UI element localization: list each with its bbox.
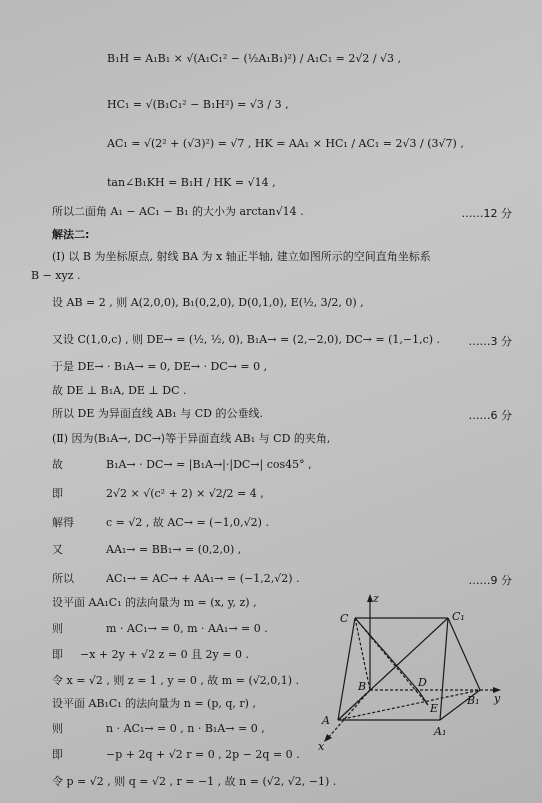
part1-conclusion: 所以 DE 为异面直线 AB₁ 与 CD 的公垂线.	[52, 407, 263, 420]
formula-ac1-hk: AC₁ = √(2² + (√3)²) = √7 , HK = AA₁ × HC₁ / AC₁ = 2√3 / (3√7) ,	[107, 137, 464, 150]
prism-figure	[300, 590, 515, 760]
part2-line8-key: 则	[52, 622, 63, 635]
part2-line6-key: 所以	[52, 572, 74, 585]
formula-b1h: B₁H = A₁B₁ × √(A₁C₁² − (½A₁B₁)²) / A₁C₁ = 2√2 / √3 ,	[107, 52, 402, 65]
part2-line9-key: 即	[52, 648, 63, 661]
edge-c1-b1	[448, 618, 480, 690]
formula-hc1: HC₁ = √(B₁C₁² − B₁H²) = √3 / 3 ,	[107, 98, 289, 111]
x-arrow-icon	[324, 734, 332, 742]
label-d: D	[418, 676, 427, 689]
part2-line12: n · AC₁→ = 0 , n · B₁A→ = 0 ,	[106, 722, 265, 735]
part2-line1: (Ⅱ) 因为⟨B₁A→, DC→⟩等于异面直线 AB₁ 与 CD 的夹角,	[52, 432, 331, 445]
part2-line14: 令 p = √2 , 则 q = √2 , r = −1 , 故 n = (√2, √2, −1) .	[52, 775, 337, 788]
part1-intro-line2: B − xyz .	[31, 269, 81, 282]
formula-tan: tan∠B₁KH = B₁H / HK = √14 ,	[107, 176, 276, 189]
part2-line8: m · AC₁→ = 0, m · AA₁→ = 0 .	[106, 622, 268, 635]
part2-line2-key: 故	[52, 458, 63, 471]
part1-dot: 于是 DE→ · B₁A→ = 0, DE→ · DC→ = 0 ,	[52, 360, 268, 373]
part1-set-ab: 设 AB = 2 , 则 A(2,0,0), B₁(0,2,0), D(0,1,0), E(½, 3/2, 0) ,	[52, 296, 364, 309]
score-6: ……6 分	[468, 409, 512, 422]
label-b: B	[358, 680, 367, 693]
part2-line11: 设平面 AB₁C₁ 的法向量为 n = (p, q, r) ,	[52, 697, 256, 710]
part2-line10: 令 x = √2 , 则 z = 1 , y = 0 , 故 m = (√2,0,1) .	[52, 674, 300, 687]
diag-a-b1	[338, 690, 480, 720]
score-9: ……9 分	[468, 574, 512, 587]
part2-line3-key: 即	[52, 487, 63, 500]
part2-line2: B₁A→ · DC→ = |B₁A→|·|DC→| cos45° ,	[106, 458, 312, 471]
part1-set-c: 又设 C(1,0,c) , 则 DE→ = (½, ½, 0), B₁A→ = (2,−2,0), DC→ = (1,−1,c) .	[52, 333, 441, 346]
part2-line7: 设平面 AA₁C₁ 的法向量为 m = (x, y, z) ,	[52, 596, 257, 609]
score-3: ……3 分	[468, 335, 512, 348]
part2-line12-key: 则	[52, 722, 63, 735]
part2-line3: 2√2 × √(c² + 2) × √2/2 = 4 ,	[106, 487, 264, 500]
label-x: x	[318, 740, 325, 753]
part2-line6: AC₁→ = AC→ + AA₁→ = (−1,2,√2) .	[106, 572, 300, 585]
part1-intro-line1: (Ⅰ) 以 B 为坐标原点, 射线 BA 为 x 轴正半轴, 建立如图所示的空间直角坐标系	[52, 250, 431, 263]
part2-line13-key: 即	[52, 748, 63, 761]
label-c1: C₁	[452, 610, 465, 623]
label-c: C	[340, 612, 349, 625]
label-z: z	[373, 592, 379, 605]
part1-perp: 故 DE ⊥ B₁A, DE ⊥ DC .	[52, 384, 187, 397]
part2-line4-key: 解得	[52, 516, 74, 529]
part2-line5-key: 又	[52, 543, 63, 556]
part2-line4: c = √2 , 故 AC→ = (−1,0,√2) .	[106, 516, 269, 529]
label-e: E	[430, 702, 439, 715]
angle-result: 所以二面角 A₁ − AC₁ − B₁ 的大小为 arctan√14 .	[52, 205, 304, 218]
label-y: y	[494, 692, 501, 705]
label-a: A	[322, 714, 330, 727]
method-two-heading: 解法二:	[52, 228, 90, 241]
part2-line5: AA₁→ = BB₁→ = (0,2,0) ,	[106, 543, 242, 556]
edge-a1-c1	[440, 618, 448, 720]
label-b1: B₁	[467, 694, 480, 707]
edge-a-c	[338, 618, 355, 720]
label-a1: A₁	[434, 725, 447, 738]
score-12: ……12 分	[461, 207, 512, 220]
part2-line9: −x + 2y + √2 z = 0 且 2y = 0 .	[80, 648, 249, 661]
part2-line13: −p + 2q + √2 r = 0 , 2p − 2q = 0 .	[106, 748, 300, 761]
